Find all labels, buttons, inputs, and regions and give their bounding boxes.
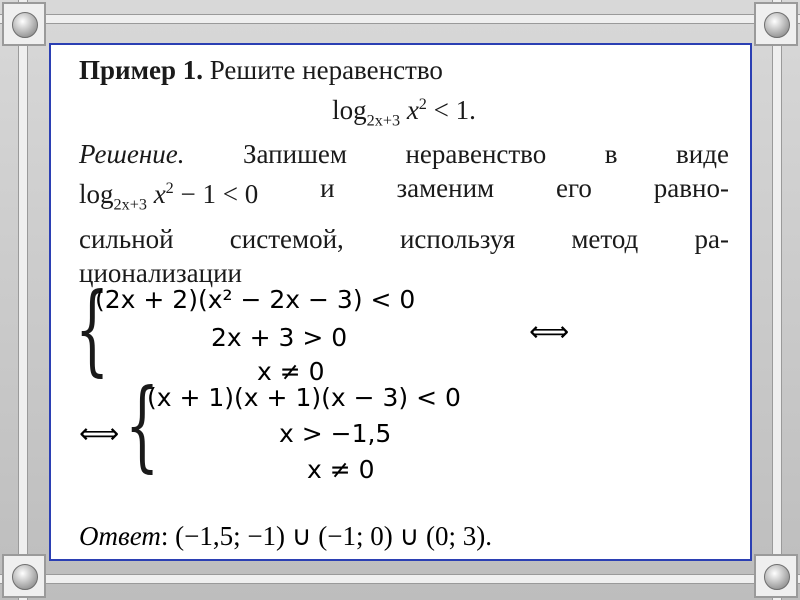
- rivet-icon: [12, 12, 38, 38]
- system1-eq1: (2x + 2)(x² − 2x − 3) < 0: [95, 285, 416, 314]
- system1-eq3: x ≠ 0: [257, 357, 325, 386]
- solution-line-2: $\log_{2x+3} x^2 - 1 < 0$ и заменим его равно-: [79, 171, 729, 221]
- solution-line-4: ционализации: [79, 257, 242, 288]
- answer-label: Ответ: [79, 521, 161, 551]
- rivet-icon: [764, 12, 790, 38]
- rewritten-inequality: $\log_{2x+3} x^2 - 1 < 0$: [79, 179, 259, 214]
- frame-rail-right: [772, 0, 782, 600]
- inequality: $\log_{2x+3} x^2 < 1$.: [332, 95, 476, 130]
- system2-eq3: x ≠ 0: [307, 455, 375, 484]
- rivet-icon: [764, 564, 790, 590]
- example-title: Пример 1. Решите неравенство: [79, 55, 443, 85]
- frame-rail-top: [0, 14, 800, 24]
- answer-line: Ответ: (−1,5; −1) ∪ (−1; 0) ∪ (0; 3).: [79, 521, 493, 551]
- frame-rail-bottom: [0, 574, 800, 584]
- equivalence-arrow-icon: ⟺: [79, 417, 120, 450]
- rivet-icon: [12, 564, 38, 590]
- brace-system-1: {: [75, 273, 110, 387]
- equivalence-arrow-icon: ⟺: [529, 315, 570, 348]
- frame-corner-top-right: [754, 2, 798, 46]
- system2-eq2: x > −1,5: [279, 419, 392, 448]
- frame-corner-top-left: [2, 2, 46, 46]
- system1-eq2: 2x + 3 > 0: [211, 323, 348, 352]
- system2-eq1: (x + 1)(x + 1)(x − 3) < 0: [147, 383, 461, 412]
- solution-line-3: сильной системой, используя метод ра-: [79, 223, 729, 254]
- frame-corner-bottom-right: [754, 554, 798, 598]
- content-panel: [49, 43, 752, 561]
- brace-system-2: {: [125, 369, 160, 483]
- solution-line-1: Решение. Запишем неравенство в виде: [79, 139, 729, 170]
- frame-corner-bottom-left: [2, 554, 46, 598]
- answer-value: (−1,5; −1) ∪ (−1; 0) ∪ (0; 3).: [175, 521, 493, 551]
- problem-text: [79, 53, 729, 290]
- frame-rail-left: [18, 0, 28, 600]
